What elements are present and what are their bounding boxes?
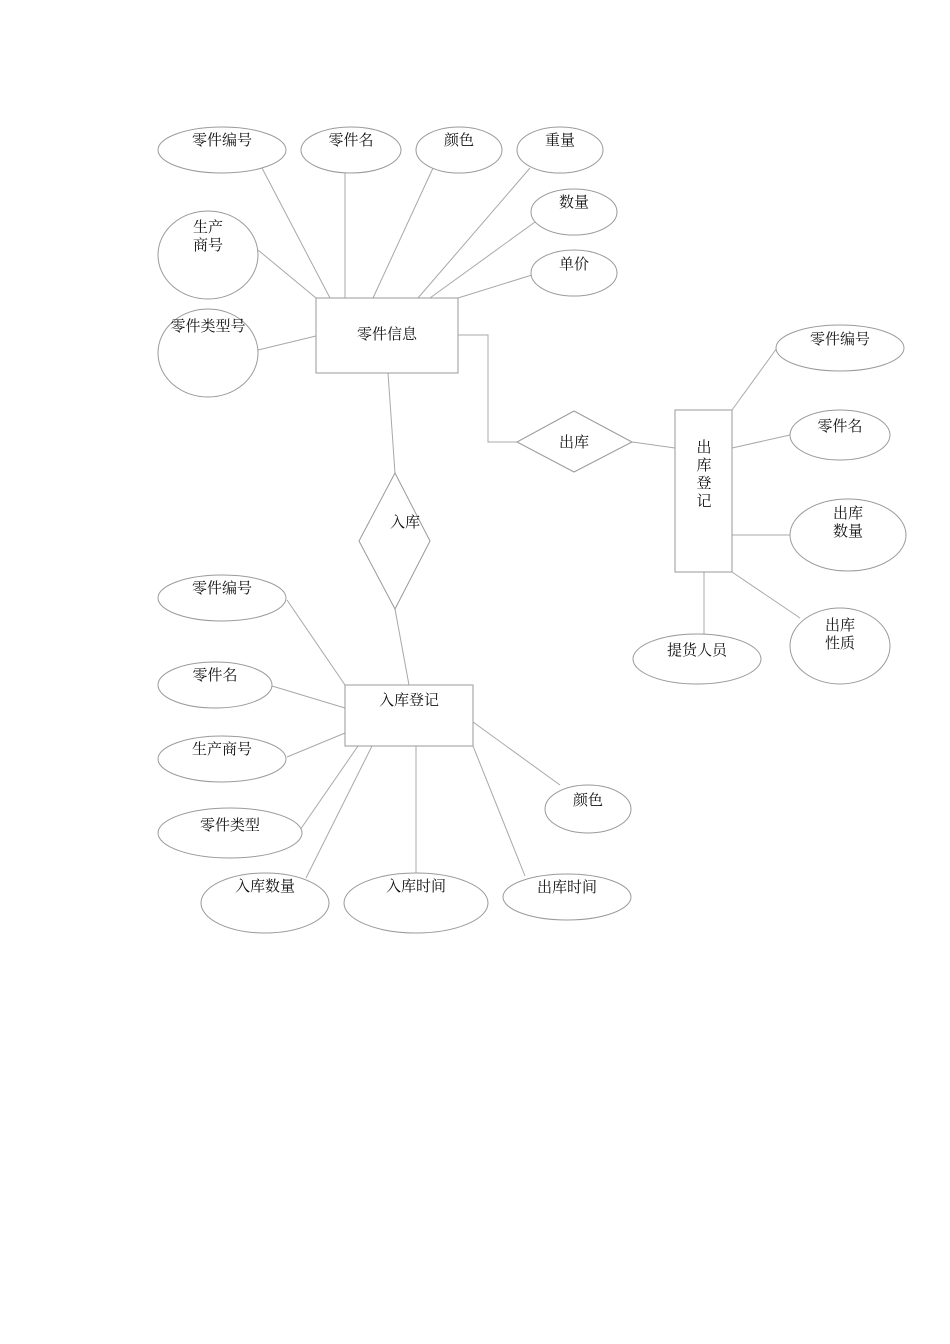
in-attr-part-number-label: 零件编号 <box>191 579 253 597</box>
relationship-outbound-label: 出库 <box>558 433 590 451</box>
out-attr-part-name-label: 零件名 <box>817 417 863 435</box>
out-attr-quantity-label-line1: 出库 <box>832 504 864 522</box>
edge-outbound-nature <box>732 572 800 618</box>
edge-part-info-color <box>373 168 433 298</box>
edge-inbound-part-number <box>287 600 345 685</box>
attr-part-name-label: 零件名 <box>328 131 374 149</box>
attr-weight-label: 重量 <box>544 131 576 149</box>
edge-inbound-register <box>395 609 409 685</box>
attr-color-label: 颜色 <box>443 131 475 149</box>
edge-inbound-quantity <box>306 746 372 878</box>
outbound-register-label <box>696 438 711 510</box>
attr-part-number-label: 零件编号 <box>191 131 253 149</box>
edge-part-info-unit-price <box>458 275 532 298</box>
inbound-register-label: 入库登记 <box>378 691 440 709</box>
attr-quantity-label: 数量 <box>558 193 590 211</box>
attr-part-type-number-label: 零件类型号 <box>170 317 246 335</box>
attr-manufacturer-label-line1: 生产 <box>192 218 224 236</box>
out-attr-nature-label-line1: 出库 <box>824 616 856 634</box>
part-info-label: 零件信息 <box>356 325 418 343</box>
out-attr-part-number-label: 零件编号 <box>809 330 871 348</box>
relationships-group <box>359 411 632 609</box>
edge-inbound-outbound-time <box>473 746 525 876</box>
edge-inbound-manufacturer <box>287 733 345 757</box>
relationship-inbound-label: 入库 <box>389 513 421 531</box>
in-attr-color-label: 颜色 <box>572 791 604 809</box>
edge-outbound-part-number <box>732 348 777 410</box>
edge-inbound-part-name <box>272 686 345 708</box>
edge-inbound-color <box>473 722 560 785</box>
out-attr-pickup-staff-label: 提货人员 <box>666 641 728 659</box>
in-attr-outbound-time-label: 出库时间 <box>536 878 598 896</box>
edge-part-info-outbound <box>458 335 517 442</box>
edge-part-info-part-type-number <box>258 336 316 350</box>
edge-part-info-weight <box>418 168 530 298</box>
relationship-inbound[interactable] <box>359 473 430 609</box>
in-attr-manufacturer-label: 生产商号 <box>191 740 253 758</box>
edge-inbound-part-type <box>300 746 358 830</box>
in-attr-inbound-quantity-label: 入库数量 <box>234 877 296 895</box>
part-info-group <box>158 127 617 397</box>
outbound-register-label-char: 出 <box>696 438 712 456</box>
outbound-register-group <box>633 325 906 684</box>
in-attr-inbound-time-label: 入库时间 <box>385 877 447 895</box>
outbound-register-label-char: 登 <box>696 474 712 492</box>
outbound-register-label-char: 库 <box>696 456 712 474</box>
in-attr-part-type-label: 零件类型 <box>199 816 261 834</box>
edge-outbound-register <box>632 442 675 448</box>
edge-part-info-manufacturer <box>258 250 316 298</box>
edge-part-info-part-number <box>262 168 330 298</box>
edge-part-info-inbound <box>388 373 395 473</box>
inbound-register-group <box>158 575 631 933</box>
out-attr-quantity-label-line2: 数量 <box>832 522 864 540</box>
edge-outbound-part-name <box>732 435 790 448</box>
in-attr-part-name-label: 零件名 <box>192 666 238 684</box>
out-attr-nature-label-line2: 性质 <box>824 634 856 652</box>
outbound-register-label-char: 记 <box>696 492 712 510</box>
edge-part-info-quantity <box>430 222 535 298</box>
attr-manufacturer-label-line2: 商号 <box>192 236 224 254</box>
attr-unit-price-label: 单价 <box>558 255 590 273</box>
